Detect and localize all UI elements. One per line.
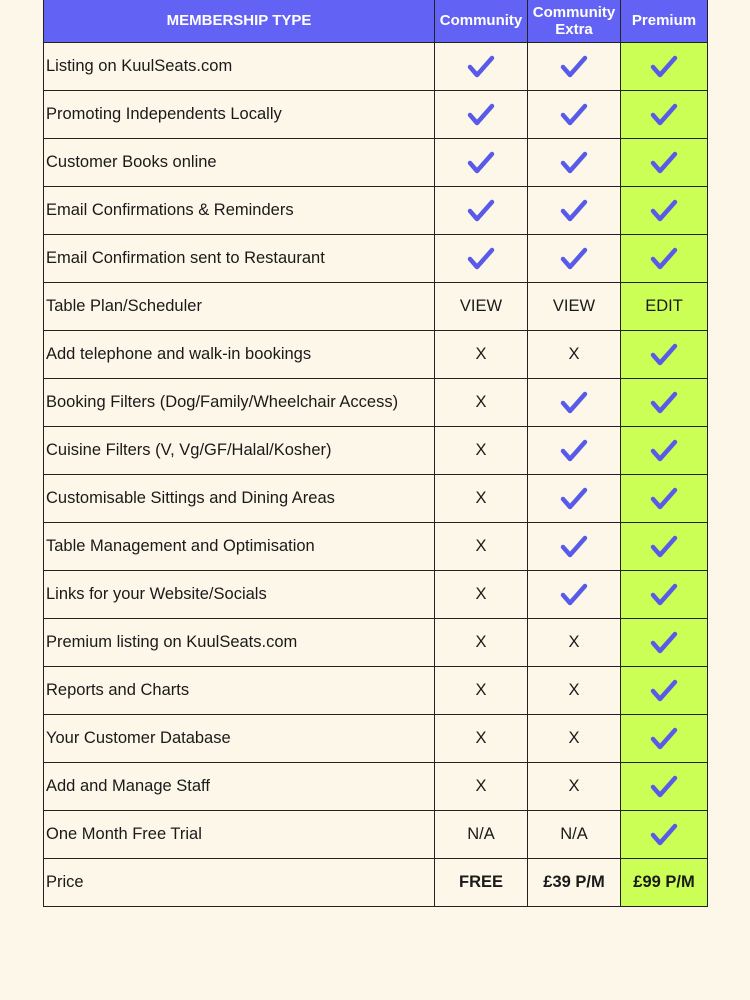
plan-cell xyxy=(435,379,528,427)
plan-cell xyxy=(621,811,708,859)
check-icon xyxy=(560,583,588,607)
plan-cell xyxy=(621,91,708,139)
plan-value: X xyxy=(475,393,487,411)
plan-cell xyxy=(435,571,528,619)
table-row xyxy=(44,139,708,187)
plan-value: X xyxy=(568,777,580,795)
check-icon xyxy=(560,199,588,223)
table-row xyxy=(44,331,708,379)
plan-cell xyxy=(621,235,708,283)
plan-cell xyxy=(528,715,621,763)
header-row xyxy=(44,0,708,43)
plan-cell xyxy=(621,427,708,475)
table-row xyxy=(44,619,708,667)
check-icon xyxy=(650,775,678,799)
plan-cell xyxy=(528,523,621,571)
plan-value: X xyxy=(475,633,487,651)
plan-cell xyxy=(435,763,528,811)
plan-cell xyxy=(528,235,621,283)
plan-header-premium: Premium xyxy=(621,0,708,43)
feature-label: Customisable Sittings and Dining Areas xyxy=(44,475,435,523)
plan-cell xyxy=(435,331,528,379)
feature-label: Add and Manage Staff xyxy=(44,763,435,811)
check-icon xyxy=(650,151,678,175)
plan-value: EDIT xyxy=(645,297,683,315)
check-icon xyxy=(467,55,495,79)
table-row xyxy=(44,715,708,763)
table-row xyxy=(44,379,708,427)
plan-cell xyxy=(528,619,621,667)
plan-cell xyxy=(621,331,708,379)
plan-cell xyxy=(621,283,708,331)
plan-cell xyxy=(435,427,528,475)
check-icon xyxy=(650,535,678,559)
plan-cell xyxy=(435,235,528,283)
plan-cell xyxy=(528,187,621,235)
check-icon xyxy=(650,631,678,655)
plan-value: X xyxy=(568,681,580,699)
plan-cell xyxy=(435,475,528,523)
feature-label: Table Plan/Scheduler xyxy=(44,283,435,331)
plan-value: X xyxy=(475,537,487,555)
feature-label: Cuisine Filters (V, Vg/GF/Halal/Kosher) xyxy=(44,427,435,475)
check-icon xyxy=(560,151,588,175)
check-icon xyxy=(467,103,495,127)
plan-value: X xyxy=(475,585,487,603)
plan-cell xyxy=(528,91,621,139)
plan-cell xyxy=(435,523,528,571)
plan-header-community: Community xyxy=(435,0,528,43)
table-row xyxy=(44,187,708,235)
plan-value: X xyxy=(475,681,487,699)
table-row xyxy=(44,667,708,715)
table-row xyxy=(44,475,708,523)
check-icon xyxy=(650,103,678,127)
feature-label: One Month Free Trial xyxy=(44,811,435,859)
plan-value: X xyxy=(475,345,487,363)
plan-cell xyxy=(528,571,621,619)
plan-cell xyxy=(621,379,708,427)
plan-cell xyxy=(528,283,621,331)
plan-header-community-extra: Community Extra xyxy=(528,0,621,43)
feature-label: Email Confirmations & Reminders xyxy=(44,187,435,235)
check-icon xyxy=(650,823,678,847)
plan-value: X xyxy=(475,489,487,507)
check-icon xyxy=(650,199,678,223)
check-icon xyxy=(650,679,678,703)
plan-cell xyxy=(435,43,528,91)
plan-cell xyxy=(435,139,528,187)
feature-rows xyxy=(44,43,708,907)
plan-value: X xyxy=(475,441,487,459)
plan-cell xyxy=(435,283,528,331)
table-row xyxy=(44,763,708,811)
plan-value: VIEW xyxy=(459,297,503,315)
check-icon xyxy=(560,55,588,79)
plan-cell xyxy=(528,667,621,715)
table-row xyxy=(44,811,708,859)
plan-cell xyxy=(528,331,621,379)
plan-cell xyxy=(528,379,621,427)
plan-cell xyxy=(435,619,528,667)
plan-value: N/A xyxy=(467,825,495,843)
price-label: Price xyxy=(44,859,435,907)
price-value: £39 P/M xyxy=(528,859,621,907)
price-value: FREE xyxy=(435,859,528,907)
membership-type-header: MEMBERSHIP TYPE xyxy=(44,0,435,43)
plan-cell xyxy=(621,475,708,523)
check-icon xyxy=(650,727,678,751)
check-icon xyxy=(467,247,495,271)
plan-value: X xyxy=(475,777,487,795)
plan-cell xyxy=(621,139,708,187)
check-icon xyxy=(560,487,588,511)
plan-cell xyxy=(621,619,708,667)
check-icon xyxy=(560,103,588,127)
feature-label: Reports and Charts xyxy=(44,667,435,715)
table-row xyxy=(44,523,708,571)
feature-label: Add telephone and walk-in bookings xyxy=(44,331,435,379)
check-icon xyxy=(560,247,588,271)
plan-cell xyxy=(528,763,621,811)
plan-cell xyxy=(528,811,621,859)
plan-cell xyxy=(621,667,708,715)
plan-cell xyxy=(528,475,621,523)
plan-value: X xyxy=(568,633,580,651)
plan-cell xyxy=(435,667,528,715)
plan-cell xyxy=(435,715,528,763)
membership-comparison-table xyxy=(43,0,708,907)
check-icon xyxy=(560,439,588,463)
feature-label: Promoting Independents Locally xyxy=(44,91,435,139)
plan-cell xyxy=(621,187,708,235)
feature-label: Email Confirmation sent to Restaurant xyxy=(44,235,435,283)
feature-label: Customer Books online xyxy=(44,139,435,187)
feature-label: Booking Filters (Dog/Family/Wheelchair Access) xyxy=(44,379,435,427)
plan-cell xyxy=(621,715,708,763)
plan-cell xyxy=(435,811,528,859)
check-icon xyxy=(650,343,678,367)
price-row xyxy=(44,859,708,907)
check-icon xyxy=(467,151,495,175)
plan-cell xyxy=(528,427,621,475)
plan-cell xyxy=(621,763,708,811)
check-icon xyxy=(560,535,588,559)
feature-label: Links for your Website/Socials xyxy=(44,571,435,619)
check-icon xyxy=(650,55,678,79)
plan-value: X xyxy=(568,729,580,747)
feature-label: Premium listing on KuulSeats.com xyxy=(44,619,435,667)
plan-cell xyxy=(528,43,621,91)
plan-cell xyxy=(435,91,528,139)
table-row xyxy=(44,91,708,139)
plan-value: X xyxy=(568,345,580,363)
table-row xyxy=(44,43,708,91)
price-value: £99 P/M xyxy=(621,859,708,907)
plan-cell xyxy=(528,139,621,187)
plan-cell xyxy=(435,187,528,235)
table-row xyxy=(44,235,708,283)
plan-cell xyxy=(621,43,708,91)
plan-value: N/A xyxy=(560,825,588,843)
check-icon xyxy=(650,487,678,511)
table-row xyxy=(44,283,708,331)
plan-cell xyxy=(621,523,708,571)
check-icon xyxy=(650,391,678,415)
check-icon xyxy=(650,247,678,271)
plan-value: VIEW xyxy=(552,297,596,315)
feature-label: Your Customer Database xyxy=(44,715,435,763)
check-icon xyxy=(650,583,678,607)
plan-cell xyxy=(621,571,708,619)
check-icon xyxy=(560,391,588,415)
check-icon xyxy=(650,439,678,463)
check-icon xyxy=(467,199,495,223)
table-row xyxy=(44,571,708,619)
plan-value: X xyxy=(475,729,487,747)
table-row xyxy=(44,427,708,475)
feature-label: Listing on KuulSeats.com xyxy=(44,43,435,91)
feature-label: Table Management and Optimisation xyxy=(44,523,435,571)
